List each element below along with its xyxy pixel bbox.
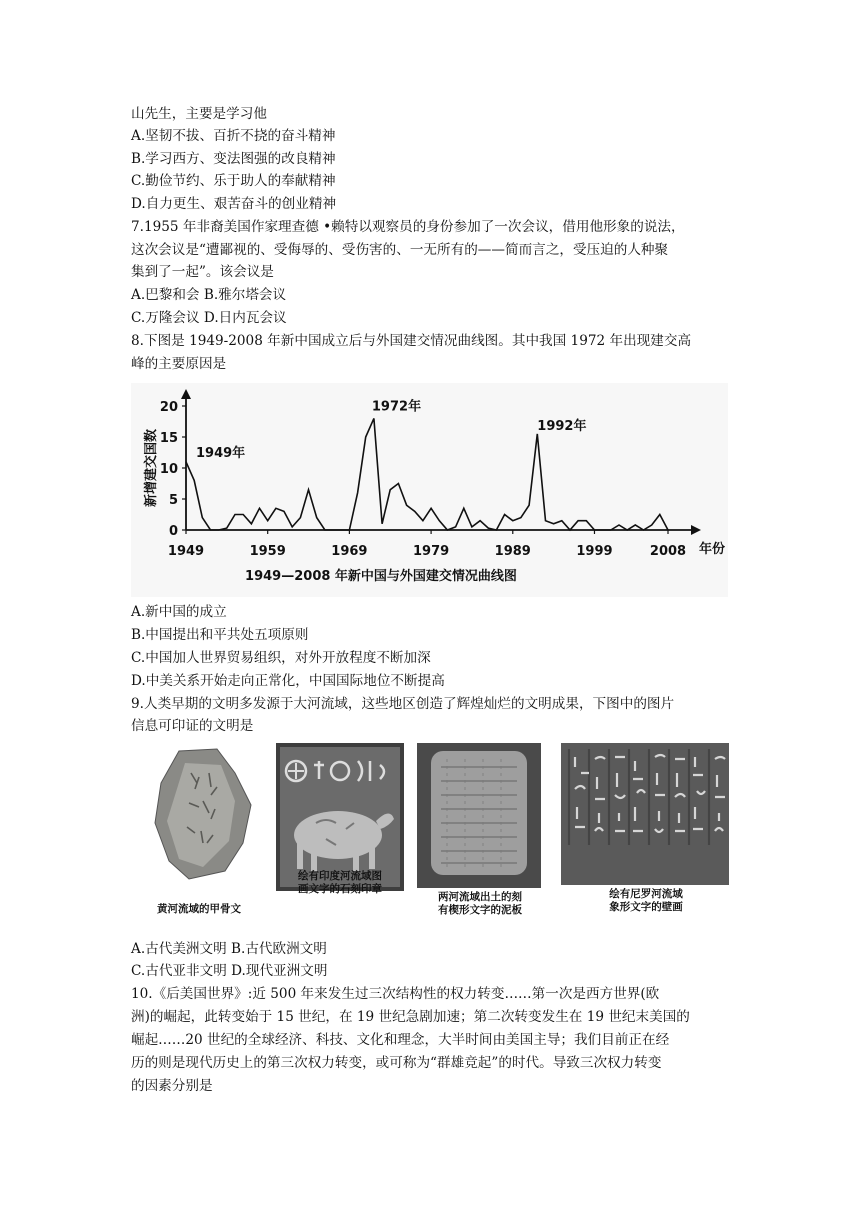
x-tick-label: 1999: [576, 544, 613, 559]
option-c: C.中国加人世界贸易组织，对外开放程度不断加深: [131, 650, 431, 666]
diplomacy-line-chart: [131, 383, 728, 597]
question-7-options: A.巴黎和会 B.雅尔塔会议: [131, 287, 287, 303]
series-line: [186, 418, 668, 530]
x-tick-label: 1949: [167, 544, 205, 559]
chart-title: 1949—2008 年新中国与外国建交情况曲线图: [245, 569, 517, 584]
question-7-line: 7.1955 年非裔美国作家理查德 •赖特以观察员的身份参加了一次会议，借用他形象的说法，: [131, 219, 685, 235]
option-c-d: C.古代亚非文明 D.现代亚洲文明: [131, 963, 328, 979]
question-8-line: 峰的主要原因是: [131, 356, 227, 372]
oracle-bone-image: [139, 743, 259, 883]
question-10-line: 洲)的崛起，此转变始于 15 世纪，在 19 世纪急剧加速；第二次转变发生在 19 世纪末美国的: [131, 1009, 690, 1025]
question-7-line: 集到了一起”。该会议是: [131, 264, 274, 280]
option-c: C.勤俭节约、乐于助人的奉献精神: [131, 173, 336, 189]
clay-tablet-image: [417, 743, 541, 888]
civilization-figures: [131, 743, 731, 921]
annotation-label: 1972年: [371, 399, 422, 415]
x-axis-arrow: [691, 525, 701, 535]
figure-caption-1: 黄河流域的甲骨文: [157, 903, 241, 915]
question-9-line: 9.人类早期的文明多发源于大河流域，这些地区创造了辉煌灿烂的文明成果，下图中的图片: [131, 696, 675, 712]
caption-line: 绘有尼罗河流域: [609, 888, 683, 900]
x-tick-label: 1959: [249, 544, 286, 559]
y-axis-label: 新增建交国数: [144, 428, 159, 508]
x-tick-label: 1989: [494, 544, 531, 559]
annotation-label: 1949年: [196, 445, 246, 461]
y-axis-arrow: [181, 389, 191, 399]
option-d: D.自力更生、艰苦奋斗的创业精神: [131, 196, 337, 212]
y-tick-label: 5: [168, 493, 178, 508]
x-tick-label: 1979: [412, 544, 450, 559]
indus-seal-image: [276, 743, 404, 891]
option-a-b: A.古代美洲文明 B.古代欧洲文明: [131, 941, 327, 957]
option-a: A.坚韧不拔、百折不挠的奋斗精神: [131, 128, 336, 144]
question-10-line: 崛起……20 世纪的全球经济、科技、文化和理念，大半时间由美国主导；我们目前正在经: [131, 1032, 670, 1048]
option-b: B.中国提出和平共处五项原则: [131, 627, 309, 643]
question-10-line: 10.《后美国世界》:近 500 年来发生过三次结构性的权力转变……第一次是西方世界(欧: [131, 986, 660, 1002]
question-9-line: 信息可印证的文明是: [131, 718, 254, 734]
y-tick-label: 20: [159, 400, 178, 415]
figure-caption-4: [569, 888, 723, 914]
option-b: B.学习西方、变法图强的改良精神: [131, 151, 336, 167]
figure-caption-2: [276, 870, 404, 896]
x-axis-label: 年份: [699, 542, 726, 557]
x-tick-label: 1969: [331, 544, 368, 559]
y-tick-label: 10: [159, 462, 178, 477]
caption-line: 象形文字的壁画: [609, 901, 683, 913]
caption-line: 画文字的石刻印章: [298, 883, 382, 895]
question-10-line: 历的则是现代历史上的第三次权力转变，或可称为“群雄竞起”的时代。导致三次权力转变: [131, 1055, 662, 1071]
question-8-line: 8.下图是 1949-2008 年新中国成立后与外国建交情况曲线图。其中我国 1972 年出现建交高: [131, 333, 692, 349]
annotation-label: 1992年: [537, 418, 587, 434]
figure-caption-3: [419, 891, 541, 917]
chart-svg: [131, 383, 728, 597]
caption-line: 有楔形文字的泥板: [438, 904, 522, 916]
hieroglyph-wall-image: [561, 743, 729, 885]
text-line: 山先生，主要是学习他: [131, 106, 267, 122]
question-7-options: C.万隆会议 D.日内瓦会议: [131, 310, 287, 326]
x-tick-label: 2008: [649, 544, 687, 559]
caption-line: 绘有印度河流域图: [298, 870, 382, 882]
question-7-line: 这次会议是“遭鄙视的、受侮辱的、受伤害的、一无所有的——简而言之，受压迫的人种聚: [131, 242, 669, 258]
y-tick-label: 15: [159, 431, 178, 446]
option-d: D.中美关系开始走向正常化，中国国际地位不断提高: [131, 673, 445, 689]
caption-line: 两河流域出土的刻: [438, 891, 522, 903]
y-tick-label: 0: [168, 524, 178, 539]
question-10-line: 的因素分别是: [131, 1078, 213, 1094]
option-a: A.新中国的成立: [131, 604, 227, 620]
